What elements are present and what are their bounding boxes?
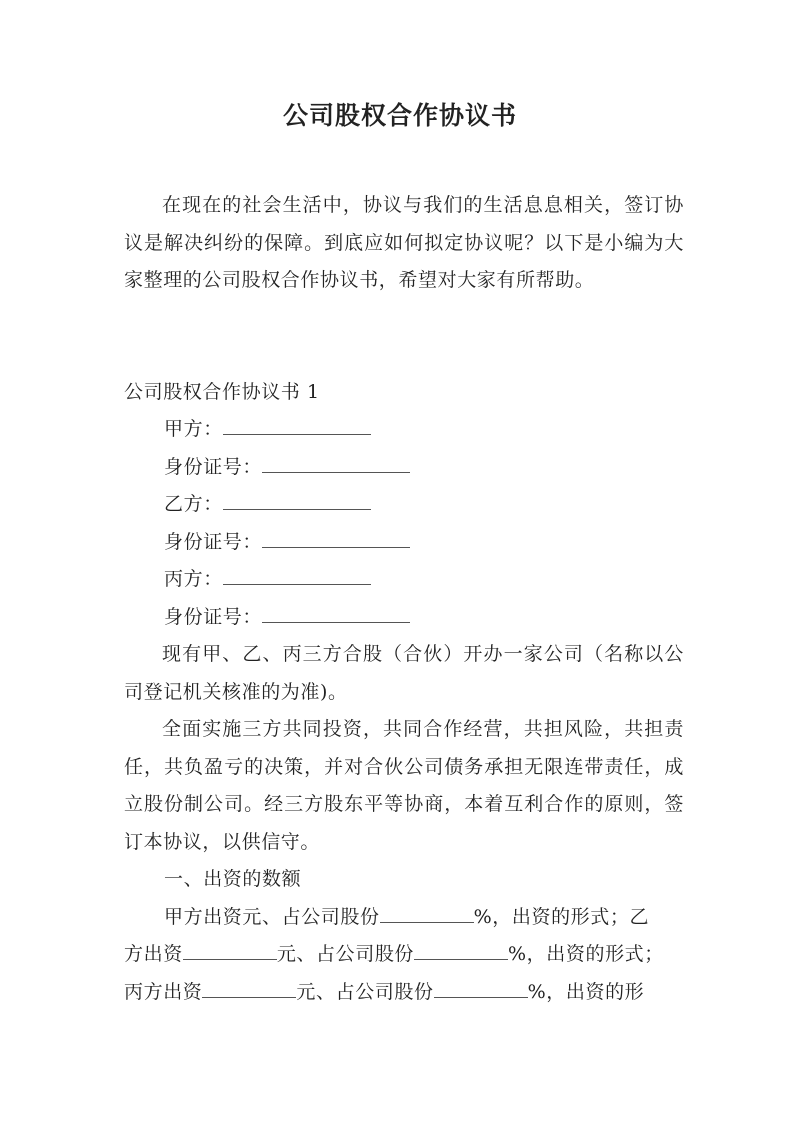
contribution-c-suffix: %，出资的形	[527, 981, 645, 1003]
contribution-a-share-blank	[380, 904, 474, 923]
party-b-label: 乙方：	[164, 493, 223, 515]
party-b-id-field	[164, 524, 410, 562]
party-a-label: 甲方：	[164, 418, 223, 440]
contribution-line-3	[124, 974, 644, 1012]
party-c-label: 丙方：	[164, 568, 223, 590]
contribution-c-mid: 元、占公司股份	[296, 981, 434, 1003]
clause-1-heading: 一、出资的数额	[164, 868, 302, 890]
contribution-c-share-blank	[434, 979, 528, 998]
party-c-id-label: 身份证号：	[164, 606, 263, 628]
document-title: 公司股权合作协议书	[282, 101, 517, 130]
intro-paragraph: 在现在的社会生活中，协议与我们的生活息息相关，签订协议是解决纠纷的保障。到底应如何拟定协议呢？以下是小编为大家整理的公司股权合作协议书，希望对大家有所帮助。	[124, 194, 684, 291]
partnership-paragraph: 现有甲、乙、丙三方合股（合伙）开办一家公司（名称以公司登记机关核准的为准)。	[124, 643, 684, 703]
principles-paragraph: 全面实施三方共同投资，共同合作经营，共担风险，共担责任，共负盈亏的决策，并对合伙公司债务承担无限连带责任，成立股份制公司。经三方股东平等协商，本着互利合作的原则，签订本协议，以供信守。	[124, 718, 684, 853]
party-b-blank	[223, 491, 371, 510]
section-heading: 公司股权合作协议书 1	[124, 381, 320, 403]
party-a-blank	[223, 416, 371, 435]
party-c-field	[164, 561, 371, 599]
contribution-b-suffix: %，出资的形式；	[508, 943, 664, 965]
contribution-a-suffix: %，出资的形式；乙	[473, 906, 650, 928]
party-c-id-field	[164, 599, 410, 637]
contribution-b-mid: 元、占公司股份	[276, 943, 415, 965]
contribution-b-share-blank	[414, 941, 508, 960]
contribution-a-prefix: 甲方出资元、占公司股份	[164, 906, 380, 928]
party-a-id-field	[164, 449, 410, 487]
party-c-blank	[223, 566, 371, 585]
contribution-c-amount-blank	[202, 979, 296, 998]
party-a-field	[164, 411, 371, 449]
contribution-b-amount-blank	[183, 941, 277, 960]
party-b-field	[164, 486, 371, 524]
contribution-line-1	[164, 899, 649, 937]
party-a-id-blank	[262, 454, 410, 473]
contribution-line-2	[124, 936, 664, 974]
party-c-id-blank	[262, 604, 410, 623]
contribution-c-prefix: 丙方出资	[124, 981, 203, 1003]
contribution-b-prefix: 方出资	[124, 943, 183, 965]
party-b-id-blank	[262, 529, 410, 548]
party-b-id-label: 身份证号：	[164, 531, 263, 553]
party-a-id-label: 身份证号：	[164, 456, 263, 478]
